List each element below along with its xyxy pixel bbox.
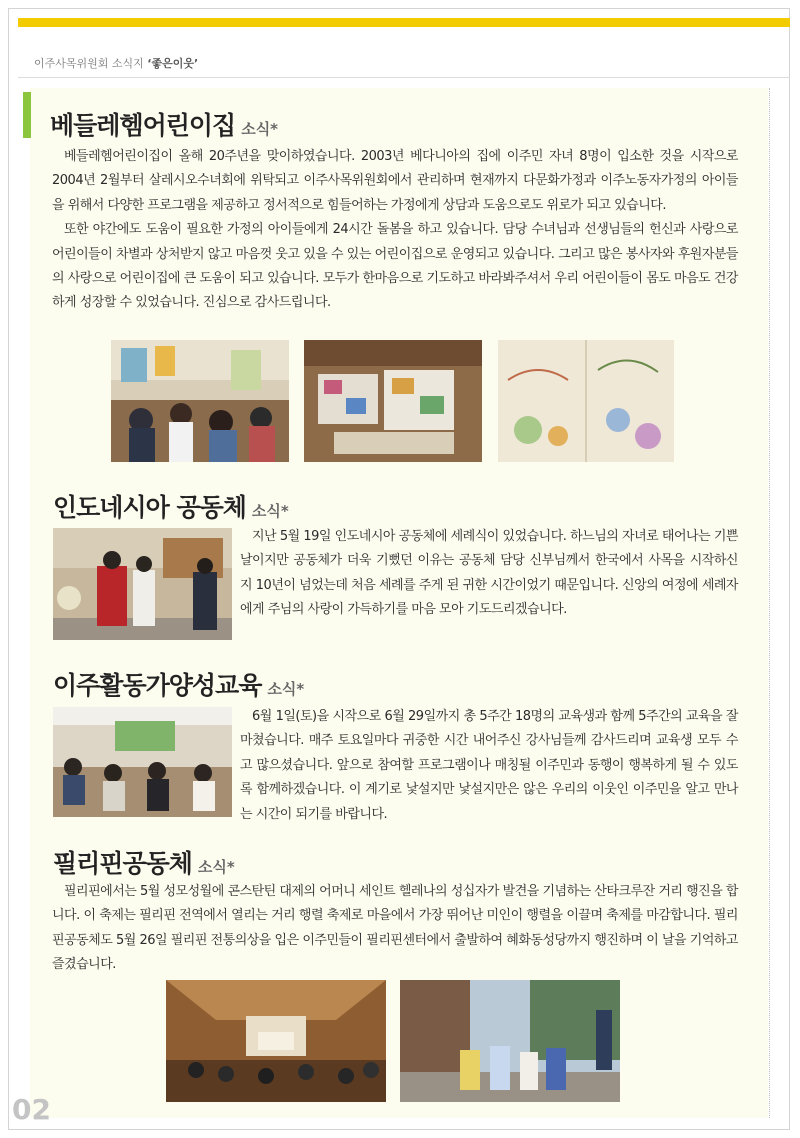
photo-church-mass	[166, 980, 386, 1102]
newsletter-header	[34, 55, 198, 71]
photo-street-procession	[400, 980, 620, 1102]
photo-daycare-party	[111, 340, 289, 462]
paragraph: 지난 5월 19일 인도네시아 공동체에 세례식이 있었습니다. 하느님의 자녀로 태어나는 기쁜 날이지만 공동체가 더욱 기뻤던 이유는 공동체 담당 신부님께서 한국에서 사목을 시작하신 지 10년이 넘었는데 처음 세례를 주게 된 귀한 시간이었기 때문입니다. 신앙의 여정에 세례자에게 주님의 사랑이 가득하기를 마음 모아 기도드리겠습니다.	[240, 529, 738, 618]
section-title-text: 인도네시아 공동체	[53, 493, 246, 522]
section-title-indonesia	[53, 488, 289, 524]
header-accent-bar	[18, 18, 790, 27]
section-title-bethlehem	[50, 106, 278, 142]
section-title-text: 베들레헴어린이집	[50, 111, 236, 140]
photo-children-drawing	[498, 340, 674, 462]
paragraph: 필리핀에서는 5월 성모성월에 콘스탄틴 대제의 어머니 세인트 헬레나의 성십자가 발견을 기념하는 산타크루잔 거리 행진을 합니다. 이 축제는 필리핀 전역에서 열리는 거리 행렬 축제로 마을에서 가장 뛰어난 미인이 행렬을 이끌며 축제를 마감합니다. 필리핀공동체도 5월 26일 필리핀 전통의상을 입은 이주민들이 필리핀센터에서 출발하여 혜화동성당까지 행진하며 이 날을 기억하고 즐겼습니다.	[52, 884, 738, 973]
section-title-text: 필리핀공동체	[53, 849, 192, 878]
photo-photo-board	[304, 340, 482, 462]
magazine-name: ‘좋은이웃’	[147, 57, 199, 70]
section-accent-bar	[23, 92, 31, 138]
article-bethlehem	[52, 145, 738, 316]
section-title-text: 이주활동가양성교육	[53, 671, 262, 700]
photo-classroom	[53, 707, 232, 817]
photo-baptism	[53, 528, 232, 640]
header-prefix: 이주사목위원회 소식지	[34, 57, 144, 70]
article-philippines	[52, 880, 738, 978]
article-indonesia	[240, 525, 738, 623]
paragraph: 베들레헴어린이집이 올해 20주년을 맞이하였습니다. 2003년 베다니아의 집에 이주민 자녀 8명이 입소한 것을 시작으로 2004년 2월부터 살레시오수녀회에 위탁되고 이주사목위원회에서 관리하며 현재까지 다문화가정과 이주노동자가정의 아이들을 위해서 다양한 프로그램을 제공하고 정서적으로 힘들어하는 가정에게 상담과 도움으로도 위로가 되고 있습니다.	[52, 149, 738, 213]
page-number: 02	[12, 1093, 51, 1126]
paragraph: 6월 1일(토)을 시작으로 6월 29일까지 총 5주간 18명의 교육생과 함께 5주간의 교육을 잘 마쳤습니다. 매주 토요일마다 귀중한 시간 내어주신 강사님들께 감사드리며 교육생 모두 수고 많으셨습니다. 앞으로 참여할 프로그램이나 매칭될 이주민과 동행이 행복하게 될 수 있도록 함께하겠습니다. 이 계기로 낯설지만 낯설지만은 않은 우리의 이웃인 이주민을 알고 만나는 시간이 되기를 바랍니다.	[240, 709, 738, 822]
section-tag: 소식*	[241, 120, 279, 138]
section-tag: 소식*	[267, 680, 305, 698]
section-tag: 소식*	[251, 502, 289, 520]
section-title-education	[53, 666, 304, 702]
section-tag: 소식*	[197, 858, 235, 876]
header-divider	[18, 77, 790, 78]
section-title-philippines	[53, 844, 235, 880]
article-education	[240, 705, 738, 827]
paragraph: 또한 야간에도 도움이 필요한 가정의 아이들에게 24시간 돌봄을 하고 있습니다. 담당 수녀님과 선생님들의 헌신과 사랑으로 어린이들이 차별과 상처받지 않고 마음껏 웃고 있을 수 있는 어린이집으로 운영되고 있습니다. 그리고 많은 봉사자와 후원자분들의 사랑으로 어린이집에 큰 도움이 되고 있습니다. 모두가 한마음으로 기도하고 바라봐주셔서 우리 어린이들이 몸도 마음도 건강하게 성장할 수 있었습니다. 진심으로 감사드립니다.	[52, 222, 738, 311]
dotted-divider	[769, 88, 770, 1118]
